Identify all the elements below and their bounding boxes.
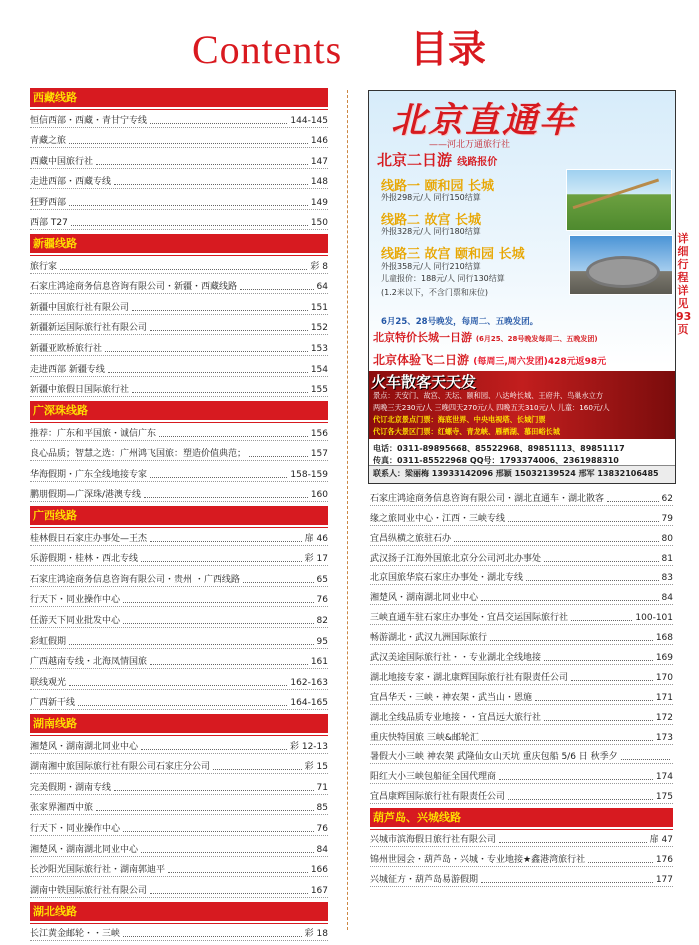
leader-dots xyxy=(588,855,653,863)
two-day-small: (每周三,周六发团)428元返98元 xyxy=(473,357,607,367)
entry-page: 176 xyxy=(655,855,673,866)
entry-page: 扉 47 xyxy=(649,835,673,846)
contacts-line: 联系人：梁丽梅 13933142096 邢颖 15032139524 邢军 13832106485 xyxy=(373,469,659,478)
leader-dots xyxy=(243,575,314,583)
entry-title: 石家庄鸿途商务信息咨询有限公司・贵州 ・广西线路 xyxy=(30,574,240,585)
price-1: 外报298元/人 同行150结算 xyxy=(381,193,481,202)
toc-entry[interactable] xyxy=(30,482,328,503)
leader-dots xyxy=(535,693,653,701)
entry-title: 石家庄鸿途商务信息咨询有限公司・湖北直通车・湖北散客 xyxy=(370,493,605,504)
toc-entry[interactable] xyxy=(30,525,328,546)
toc-entry[interactable] xyxy=(30,335,328,356)
left-column xyxy=(30,84,328,941)
entry-page: 76 xyxy=(316,595,328,606)
entry-title: 完美假期・湖南专线 xyxy=(30,782,112,793)
toc-entry[interactable] xyxy=(30,649,328,670)
toc-entry[interactable] xyxy=(370,585,673,605)
entry-title: 新疆新运国际旅行社有限公司 xyxy=(30,323,148,334)
entry-title: 兴城市滨海假日旅行社有限公司 xyxy=(370,835,497,846)
leader-dots xyxy=(150,470,287,478)
great-wall-text: 北京特价长城一日游 xyxy=(373,331,472,344)
entry-title: 桂林假日石家庄办事处—王杰 xyxy=(30,533,148,544)
leader-dots xyxy=(571,673,653,681)
entry-page: 166 xyxy=(310,865,328,876)
entry-page: 彩 18 xyxy=(304,929,328,940)
toc-entry[interactable] xyxy=(30,148,328,169)
headline-text: 北京二日游 xyxy=(377,151,453,169)
entry-title: 良心品质；智慧之选：广州鸿飞国旅：塑造价值典范； xyxy=(30,449,247,460)
toc-entry[interactable] xyxy=(370,705,673,725)
entry-page: 153 xyxy=(310,344,328,355)
contents-title: Contents xyxy=(192,27,343,72)
entry-title: 张家界湘西中旅 xyxy=(30,803,94,814)
entry-title: 鹏朋假期—广深珠/港澳专线 xyxy=(30,490,142,501)
entry-page: 173 xyxy=(655,732,673,743)
entry-title: 暑假大小三峡 神农架 武隆仙女山天坑 重庆包船 5/6 日 秋季夕 xyxy=(370,752,618,763)
price-3-note: (1.2米以下，不含门票和床位) xyxy=(381,288,488,297)
entry-page: 71 xyxy=(316,782,328,793)
route-2: 线路二 故宫 长城 xyxy=(381,213,482,228)
entry-page: 80 xyxy=(661,533,673,544)
entry-title: 宜昌康辉国际旅行社有限责任公司 xyxy=(370,792,506,803)
toc-entry[interactable] xyxy=(370,546,673,566)
entry-page: 81 xyxy=(661,553,673,564)
great-wall-small: (6月25、28号晚发每周二、五晚发团) xyxy=(475,335,598,343)
leader-dots xyxy=(168,865,308,873)
entry-title: 任游天下同业批发中心 xyxy=(30,616,121,627)
entry-title: 石家庄鸿途商务信息咨询有限公司・新疆・西藏线路 xyxy=(30,282,238,293)
fax-line: 传真：0311-85522968 QQ号：1793374006、2361988310 xyxy=(373,456,619,465)
leader-dots xyxy=(96,803,314,811)
great-wall-tour xyxy=(373,329,598,345)
toc-entry[interactable] xyxy=(30,587,328,608)
advert-headline xyxy=(377,149,497,170)
leader-dots xyxy=(544,554,659,562)
headline-small: 线路报价 xyxy=(457,157,498,168)
band-line-2: 两晚三天230元/人 三晚四天270元/人 四晚五天310元/人 儿童：160元/人 xyxy=(373,403,610,412)
leader-dots xyxy=(123,616,314,624)
entry-title: 长江黄金邮轮・・三峡 xyxy=(30,929,121,940)
toc-entry[interactable] xyxy=(30,877,328,898)
section-header: 西藏线路 xyxy=(30,88,328,107)
toc-entry[interactable] xyxy=(30,107,328,128)
leader-dots xyxy=(490,633,653,641)
toc-entry[interactable] xyxy=(30,754,328,775)
band-line-3: 代订北京景点门票：海底世界、中央电视塔、长城门票 xyxy=(373,415,546,424)
toc-entry[interactable] xyxy=(30,836,328,857)
toc-entry[interactable] xyxy=(30,377,328,398)
entry-title: 长沙阳光国际旅行社・湖南郭迪平 xyxy=(30,865,166,876)
leader-dots xyxy=(105,344,308,352)
side-note: 详细行程 详见93页 xyxy=(676,232,692,336)
toc-entry[interactable] xyxy=(30,169,328,190)
entry-page: 148 xyxy=(310,177,328,188)
entry-page: 100-101 xyxy=(635,613,673,624)
section-header: 湖北线路 xyxy=(30,902,328,921)
entry-title: 宜昌华天・三峡・神农架・武当山・恩施 xyxy=(370,692,533,703)
entry-page: 95 xyxy=(316,636,328,647)
toc-entry[interactable] xyxy=(30,420,328,441)
leader-dots xyxy=(150,886,308,894)
leader-dots xyxy=(150,657,308,665)
entry-title: 湖北地接专家・湖北康辉国际旅行社有限责任公司 xyxy=(370,672,569,683)
entry-title: 行天下・同业操作中心 xyxy=(30,823,121,834)
leader-dots xyxy=(150,534,302,542)
section-header: 广西线路 xyxy=(30,506,328,525)
toc-entry[interactable] xyxy=(370,645,673,665)
entry-page: 171 xyxy=(655,692,673,703)
route-1: 线路一 颐和园 长城 xyxy=(381,179,495,194)
entry-page: 164-165 xyxy=(290,698,328,709)
column-divider xyxy=(347,90,348,930)
entry-title: 三峡直通车驻石家庄办事处・宜昌交运国际旅行社 xyxy=(370,613,569,624)
section-header: 新疆线路 xyxy=(30,234,328,253)
entry-title: 新疆亚欧桥旅行社 xyxy=(30,344,103,355)
entry-page: 76 xyxy=(316,823,328,834)
toc-entry[interactable] xyxy=(370,665,673,685)
leader-dots xyxy=(499,772,653,780)
leader-dots xyxy=(123,824,314,832)
entry-title: 西藏中国旅行社 xyxy=(30,156,94,167)
toc-entry[interactable] xyxy=(30,690,328,711)
two-day-tour xyxy=(373,351,606,368)
leader-dots xyxy=(71,218,308,226)
leader-dots xyxy=(144,490,308,498)
band-line-4: 代订各大景区门票：红螺寺、青龙峡、雁栖湖、慕田峪长城 xyxy=(373,427,560,436)
entry-title: 武汉扬子江海外国旅北京分公司河北办事处 xyxy=(370,553,542,564)
entry-page: 156 xyxy=(310,428,328,439)
entry-title: 兴城征方・葫芦岛易游假期 xyxy=(370,874,479,885)
entry-title: 联线观光 xyxy=(30,677,67,688)
price-2: 外报328元/人 同行180结算 xyxy=(381,227,481,236)
toc-entry[interactable] xyxy=(30,128,328,149)
toc-entry[interactable] xyxy=(370,486,673,506)
leader-dots xyxy=(69,198,308,206)
entry-title: 行天下・同业操作中心 xyxy=(30,595,121,606)
leader-dots xyxy=(141,554,302,562)
entry-title: 恒信西部・西藏・青甘宁专线 xyxy=(30,115,148,126)
toc-entry[interactable] xyxy=(30,189,328,210)
entry-page: 147 xyxy=(310,156,328,167)
price-3: 外报358元/人 同行210结算 xyxy=(381,262,481,271)
leader-dots xyxy=(141,845,314,853)
entry-page: 177 xyxy=(655,874,673,885)
entry-title: 宜昌纵横之旅驻石办 xyxy=(370,533,452,544)
leader-dots xyxy=(60,262,307,270)
entry-page: 82 xyxy=(316,616,328,627)
toc-entry[interactable] xyxy=(30,253,328,274)
entry-title: 走进西部 新疆专线 xyxy=(30,364,105,375)
entry-page: 彩 15 xyxy=(304,762,328,773)
leader-dots xyxy=(132,385,308,393)
entry-page: 79 xyxy=(661,513,673,524)
entry-page: 167 xyxy=(310,885,328,896)
toc-entry[interactable] xyxy=(30,441,328,462)
advert-subtitle: ——河北万通旅行社 xyxy=(429,140,511,150)
entry-page: 84 xyxy=(661,593,673,604)
entry-title: 走进西部・西藏专线 xyxy=(30,177,112,188)
entry-title: 阳红大小三峡包船征全国代理商 xyxy=(370,772,497,783)
entry-page: 157 xyxy=(310,449,328,460)
leader-dots xyxy=(141,742,287,750)
entry-title: 湖南湘中旅国际旅行社有限公司石家庄分公司 xyxy=(30,762,211,773)
entry-title: 湘楚风・湖南湖北同业中心 xyxy=(30,741,139,752)
entry-title: 广西新干线 xyxy=(30,698,76,709)
entry-page: 扉 46 xyxy=(304,533,328,544)
toc-entry[interactable] xyxy=(370,867,673,887)
leader-dots xyxy=(213,762,302,770)
leader-dots xyxy=(240,282,314,290)
entry-title: 乐游假期・桂林・西北专线 xyxy=(30,554,139,565)
entry-page: 155 xyxy=(310,385,328,396)
entry-title: 旅行家 xyxy=(30,261,58,272)
train-title: 火车散客天天发 xyxy=(371,373,477,391)
leader-dots xyxy=(454,534,659,542)
section-header: 葫芦岛、兴城线路 xyxy=(370,808,673,827)
entry-page: 彩 12-13 xyxy=(289,741,328,752)
toc-entry[interactable] xyxy=(370,685,673,705)
entry-page: 152 xyxy=(310,323,328,334)
toc-entry[interactable] xyxy=(370,725,673,745)
leader-dots xyxy=(69,637,314,645)
toc-entry[interactable] xyxy=(370,625,673,645)
advert-title: 北京直通车 xyxy=(391,101,577,141)
entry-title: 狂野西部 xyxy=(30,197,67,208)
entry-title: 湖北全线品质专业地接・・宜昌远大旅行社 xyxy=(370,712,542,723)
entry-page: 83 xyxy=(661,573,673,584)
entry-page: 175 xyxy=(655,792,673,803)
toc-entry[interactable] xyxy=(30,607,328,628)
leader-dots xyxy=(150,116,287,124)
toc-entry[interactable] xyxy=(370,745,673,765)
toc-entry[interactable] xyxy=(30,857,328,878)
leader-dots xyxy=(571,613,632,621)
leader-dots xyxy=(132,303,308,311)
toc-entry[interactable] xyxy=(370,566,673,586)
entry-page: 62 xyxy=(661,493,673,504)
leader-dots xyxy=(78,698,287,706)
entry-page: 172 xyxy=(655,712,673,723)
leader-dots xyxy=(249,449,308,457)
leader-dots xyxy=(526,573,659,581)
toc-entry[interactable] xyxy=(30,461,328,482)
entry-page: 174 xyxy=(655,772,673,783)
phone-line: 电话：0311-89895668、85522968、89851113、89851117 xyxy=(373,444,625,453)
entry-title: 缘之旅同业中心・江西・三峡专线 xyxy=(370,513,506,524)
leader-dots xyxy=(150,323,308,331)
toc-entry[interactable] xyxy=(30,210,328,231)
toc-entry[interactable] xyxy=(30,774,328,795)
great-wall-photo xyxy=(566,169,672,231)
entry-title: 武汉美途国际旅行社・・专业湖北全线地接 xyxy=(370,653,542,664)
entry-page: 149 xyxy=(310,197,328,208)
entry-page: 154 xyxy=(310,364,328,375)
entry-title: 重庆快特国旅 三峡&邮轮汇 xyxy=(370,732,479,743)
toc-entry[interactable] xyxy=(30,315,328,336)
toc-entry[interactable] xyxy=(30,795,328,816)
toc-entry[interactable] xyxy=(30,274,328,295)
leader-dots xyxy=(159,429,308,437)
leader-dots xyxy=(114,177,308,185)
leader-dots xyxy=(481,593,659,601)
entry-page: 65 xyxy=(316,574,328,585)
entry-title: 新疆中旅假日国际旅行社 xyxy=(30,385,130,396)
leader-dots xyxy=(114,783,314,791)
leader-dots xyxy=(108,365,308,373)
toc-entry[interactable] xyxy=(30,669,328,690)
entry-title: 推荐：广东和平国旅・诚信广东 xyxy=(30,428,157,439)
leader-dots xyxy=(499,835,647,843)
entry-title: 北京国旅华宸石家庄办事处・湖北专线 xyxy=(370,573,524,584)
entry-title: 湘楚风・湖南湖北同业中心 xyxy=(370,593,479,604)
right-column xyxy=(370,486,673,887)
price-3-child: 儿童报价：188元/人 同行130结算 xyxy=(381,274,505,283)
toc-entry[interactable] xyxy=(30,546,328,567)
departure-dates: 6月25、28号晚发，每周二、五晚发团。 xyxy=(381,317,539,327)
entry-title: 华海假期・广东全线地接专家 xyxy=(30,469,148,480)
toc-entry[interactable] xyxy=(370,506,673,526)
toc-entry[interactable] xyxy=(370,526,673,546)
toc-entry[interactable] xyxy=(30,356,328,377)
entry-page: 160 xyxy=(310,490,328,501)
leader-dots xyxy=(69,136,308,144)
entry-title: 广西越南专线・北海凤情国旅 xyxy=(30,657,148,668)
leader-dots xyxy=(544,653,653,661)
entry-title: 湘楚风・湖南湖北同业中心 xyxy=(30,844,139,855)
entry-title: 彩虹假期 xyxy=(30,636,67,647)
entry-title: 湖南中铁国际旅行社有限公司 xyxy=(30,885,148,896)
birds-nest-photo xyxy=(569,235,673,295)
toc-entry[interactable] xyxy=(30,566,328,587)
route-3: 线路三 故宫 颐和园 长城 xyxy=(381,247,525,262)
leader-dots xyxy=(607,494,659,502)
entry-title: 青藏之旅 xyxy=(30,136,67,147)
entry-page: 85 xyxy=(316,803,328,814)
leader-dots xyxy=(482,733,653,741)
toc-entry[interactable] xyxy=(370,784,673,804)
entry-page: 84 xyxy=(316,844,328,855)
toc-entry[interactable] xyxy=(370,764,673,784)
toc-entry[interactable] xyxy=(30,733,328,754)
entry-page: 168 xyxy=(655,633,673,644)
entry-title: 西部 T27 xyxy=(30,218,68,229)
toc-entry[interactable] xyxy=(30,815,328,836)
entry-page: 彩 17 xyxy=(304,554,328,565)
entry-page: 162-163 xyxy=(290,677,328,688)
contents-title-zh: 目录 xyxy=(410,27,487,71)
entry-page: 64 xyxy=(316,282,328,293)
leader-dots xyxy=(69,678,287,686)
entry-page: 彩 8 xyxy=(310,261,328,272)
entry-title: 畅游湖北・武汉九洲国际旅行 xyxy=(370,633,488,644)
leader-dots xyxy=(96,157,308,165)
toc-entry[interactable] xyxy=(370,605,673,625)
band-line-1: 景点：天安门、故宫、天坛、颐和园、八达岭长城、王府井、鸟巢水立方 xyxy=(373,391,604,400)
entry-page: 146 xyxy=(310,136,328,147)
toc-entry[interactable] xyxy=(30,294,328,315)
toc-entry[interactable] xyxy=(370,847,673,867)
leader-dots xyxy=(508,792,653,800)
leader-dots xyxy=(123,595,314,603)
beijing-tour-advert xyxy=(368,90,676,484)
entry-page: 144-145 xyxy=(290,115,328,126)
two-day-text: 北京体验飞二日游 xyxy=(373,353,470,367)
leader-dots xyxy=(123,929,302,937)
entry-page: 150 xyxy=(310,218,328,229)
toc-entry[interactable] xyxy=(30,921,328,942)
section-header: 广深珠线路 xyxy=(30,401,328,420)
entry-page: 170 xyxy=(655,672,673,683)
leader-dots xyxy=(621,752,670,760)
toc-entry[interactable] xyxy=(30,628,328,649)
entry-page: 169 xyxy=(655,653,673,664)
entry-page: 151 xyxy=(310,302,328,313)
page-header xyxy=(0,0,699,80)
entry-title: 锦州世园会・葫芦岛・兴城・专业地接★鑫港湾旅行社 xyxy=(370,855,586,866)
section-header: 湖南线路 xyxy=(30,714,328,733)
leader-dots xyxy=(481,875,653,883)
entry-title: 新疆中国旅行社有限公司 xyxy=(30,302,130,313)
entry-page: 158-159 xyxy=(290,469,328,480)
leader-dots xyxy=(544,713,653,721)
leader-dots xyxy=(508,514,659,522)
entry-page: 161 xyxy=(310,657,328,668)
